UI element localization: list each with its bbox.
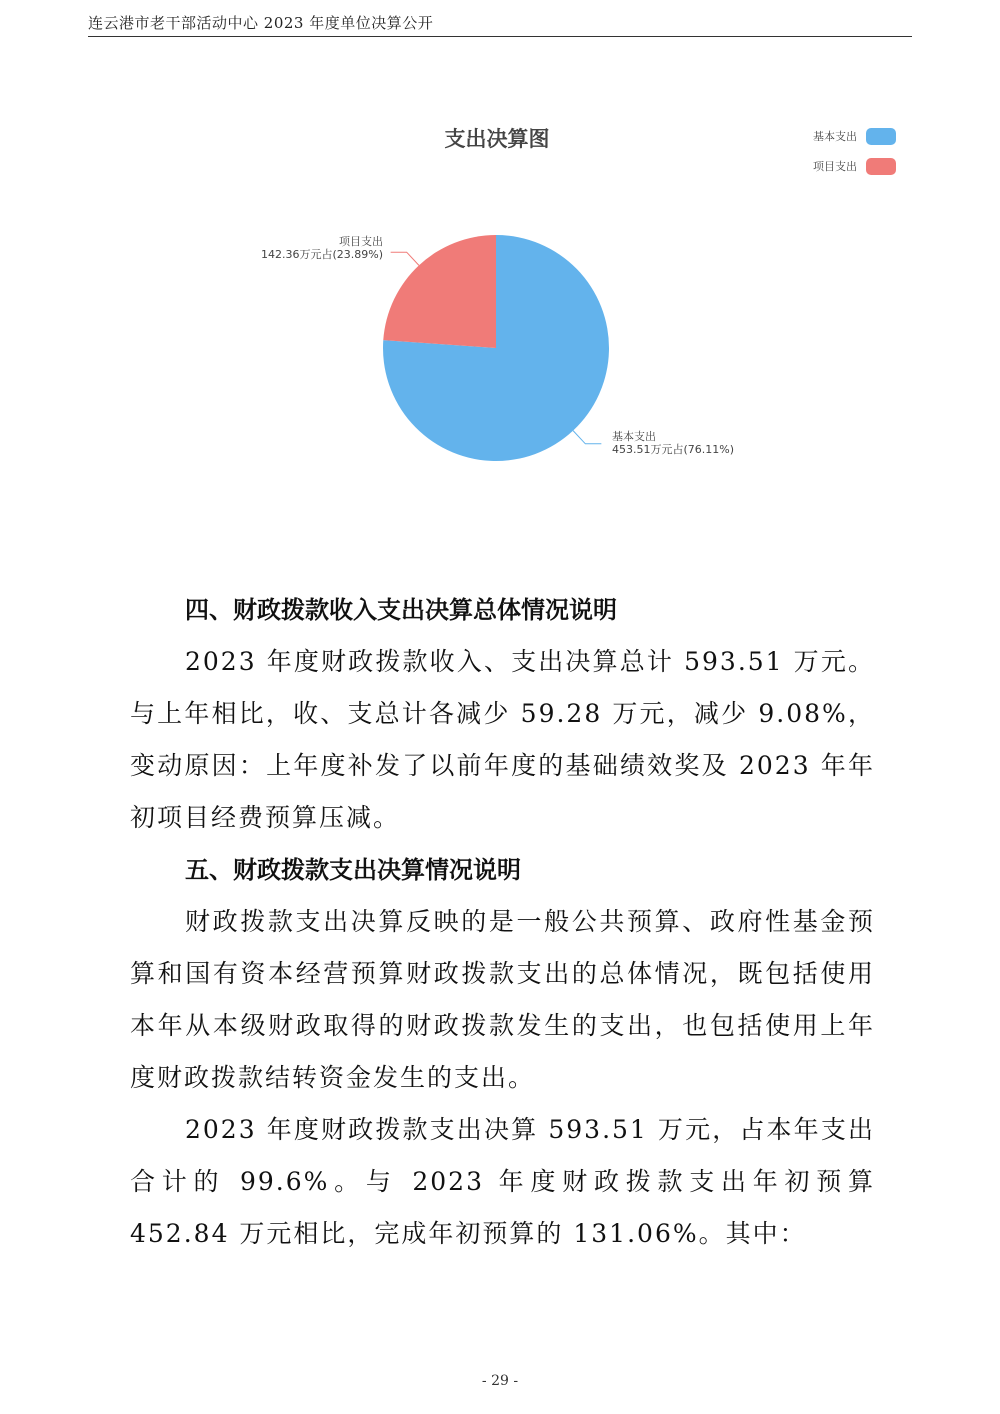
slice-label-basic-name: 基本支出: [612, 430, 656, 443]
slice-label-project-value: 142.36万元占(23.89%): [260, 248, 383, 261]
expenditure-pie-chart: [0, 100, 1000, 500]
legend-swatch-basic: [866, 128, 896, 145]
paragraph: 2023 年度财政拨款收入、支出决算总计 593.51 万元。与上年相比，收、支总计各减少 59.28 万元，减少 9.08%，变动原因：上年度补发了以前年度的基础绩效奖及 2023 年年初项目经费预算压减。: [130, 647, 875, 832]
page-header: 连云港市老干部活动中心 2023 年度单位决算公开: [88, 14, 434, 32]
legend-label-basic: 基本支出: [813, 130, 857, 143]
header-divider: [88, 36, 912, 37]
leader-line-project: [391, 252, 419, 265]
section-four-heading-block: [130, 584, 875, 1260]
paragraph: 2023 年度财政拨款支出决算 593.51 万元，占本年支出合计的 99.6%。与 2023 年度财政拨款支出年初预算 452.84 万元相比，完成年初预算的 131.06%。其中：: [130, 1115, 875, 1248]
chart-title: 支出决算图: [444, 127, 550, 151]
leader-line-basic: [573, 431, 601, 444]
section-heading: 四、财政拨款收入支出决算总体情况说明: [185, 596, 617, 624]
section-heading: 五、财政拨款支出决算情况说明: [185, 856, 521, 884]
slice-label-project-name: 项目支出: [339, 235, 383, 248]
pie-chart-svg: [0, 100, 1000, 500]
page-number: - 29 -: [481, 1373, 519, 1389]
legend-swatch-project: [866, 158, 896, 175]
paragraph: 财政拨款支出决算反映的是一般公共预算、政府性基金预算和国有资本经营预算财政拨款支出的总体情况，既包括使用本年从本级财政取得的财政拨款发生的支出，也包括使用上年度财政拨款结转资金发生的支出。: [130, 907, 875, 1092]
slice-label-basic-value: 453.51万元占(76.11%): [612, 443, 735, 456]
legend-label-project: 项目支出: [813, 160, 857, 173]
